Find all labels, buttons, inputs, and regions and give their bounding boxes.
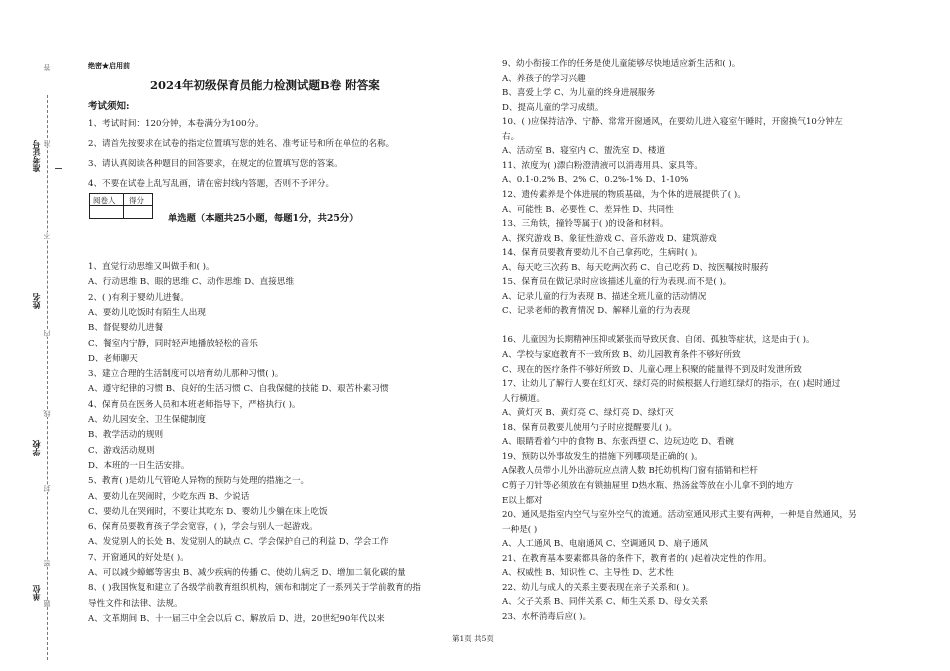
seal-mark: 不: [43, 232, 51, 239]
question-line: C剪子刀针等必须放在有锁抽屉里 D热水瓶、热汤盆等放在小儿拿不到的地方: [502, 480, 794, 491]
question-line: A、养孩子的学习兴趣: [502, 73, 586, 84]
question-line: 1、直觉行动思维又叫做手和( )。: [88, 262, 215, 272]
question-line: D、老师聊天: [88, 353, 138, 364]
question-line: 12、遗传素养是个体进展的物质基础，为个体的进展提供了( )。: [502, 189, 746, 200]
question-line: B、喜爱上学 C、为儿童的终身进展服务: [502, 88, 656, 99]
question-line: A、探究游戏 B、象征性游戏 C、音乐游戏 D、建筑游戏: [502, 233, 717, 244]
question-line: 8、( )我国恢复和建立了各级学前教育组织机构，颁布和制定了一系列关于学前教育的指: [88, 583, 421, 594]
question-line: 13、三角铁，撞铃等属于( )的设备和材料。: [502, 219, 669, 230]
question-line: 9、幼小衔接工作的任务是使儿童能够尽快地适应新生活和( )。: [502, 59, 741, 69]
question-line: C、记录老师的教育情况 D、解释儿童的行为表现: [502, 306, 691, 317]
question-line: A、可以减少蟑螂等害虫 B、减少疾病的传播 C、使幼儿病乏 D、增加二氧化碳的量: [88, 568, 406, 578]
question-line: C、餐室内宁静，同时轻声地播放轻松的音乐: [88, 338, 258, 349]
question-line: A、文革期间 B、十一届三中全会以后 C、解放后 D、进，20世纪90年代以来: [88, 613, 385, 624]
question-line: A、活动室 B、寝室内 C、盥洗室 D、楼道: [502, 146, 666, 157]
question-line: A、发觉别人的长处 B、发觉别人的缺点 C、学会保护自己的利益 D、学会工作: [88, 537, 389, 548]
question-line: 21、在教育基本要素都具备的条件下，教育者的( )起着决定性的作用。: [502, 553, 772, 564]
question-line: D、本班的一日生活安排。: [88, 460, 190, 471]
question-line: A、学校与家庭教育不一致所致 B、幼儿园教育条件不够好所致: [502, 350, 741, 360]
side-label: 姓名: [31, 293, 41, 309]
question-line: A、权威性 B、知识性 C、主导性 D、艺术性: [502, 568, 674, 579]
question-line: 4、保育员在医务人员和本班老师指导下，严格执行( )。: [88, 399, 301, 410]
score-box: [89, 193, 153, 219]
question-line: 5、教育( )是幼儿气管呛人异物的预防与处理的措施之一。: [88, 476, 310, 487]
question-line: C、游戏活动规则: [88, 445, 155, 456]
question-line: 3、建立合理的生活制度可以培育幼儿那种习惯( )。: [88, 369, 284, 380]
question-line: A、遵守纪律的习惯 B、良好的生活习惯 C、自我保健的技能 D、艰苦朴素习惯: [88, 384, 389, 395]
seal-mark: 内: [43, 330, 51, 337]
question-line: 22、幼儿与成人的关系主要表现在亲子关系和( )。: [502, 582, 695, 593]
question-line: A、要幼儿在哭闹时，少吃东西 B、少说话: [88, 491, 250, 502]
question-line: C、现在的医疗条件不够好所致 D、儿童心理上积聚的能量得不到及时发泄所致: [502, 364, 802, 375]
binding-strip: [20, 45, 60, 620]
question-line: 16、儿童因为长期精神压抑或紧张而导致厌食、自闭、孤独等症状，这是由于( )。: [502, 335, 815, 346]
question-line: 6、保育员要教育孩子学会宽容，( )，学会与别人一起游戏。: [88, 522, 318, 533]
question-line: A、人工通风 B、电扇通风 C、空调通风 D、扇子通风: [502, 539, 709, 550]
question-line: 19、预防以外事故发生的措施下列哪项是正确的( )。: [502, 451, 703, 462]
question-line: A、黄灯灭 B、黄灯亮 C、绿灯亮 D、绿灯灭: [502, 408, 674, 419]
question-line: A、幼儿园安全、卫生保健制度: [88, 415, 206, 425]
notice-item: 2、请首先按要求在试卷的指定位置填写您的姓名、准考证号和所在单位的名称。: [88, 139, 395, 149]
seal-mark: 准: [43, 140, 51, 147]
question-line: 18、保育员教要儿使用勺子时应提醒要儿( )。: [502, 422, 678, 433]
question-line: E以上都对: [502, 495, 543, 506]
question-line: A、要幼儿吃饭时有陌生人出现: [88, 307, 206, 318]
question-line: 10、( )应保持洁净、宁静、常常开窗通风，在要幼儿进入寝室午睡时，开窗换气10分钟左: [502, 117, 843, 128]
side-label: 单位: [31, 585, 41, 601]
field-underline: [55, 168, 62, 169]
notice-item: 4、不要在试卷上乱写乱画，请在密封线内答题，否则不予评分。: [88, 179, 335, 189]
notice-item: 3、请认真阅读各种题目的回答要求，在规定的位置填写您的答案。: [88, 159, 343, 169]
seal-line: [47, 95, 48, 660]
secret-label: 绝密★启用前: [88, 61, 130, 70]
question-line: 17、让幼儿了解行人要在红灯灭、绿灯亮的时候根据人行道红绿灯的指示，在( )起时通过: [502, 379, 841, 390]
question-line: 2、( )有利于婴幼儿进餐。: [88, 292, 189, 303]
question-line: A保教人员带小儿外出游玩应点清人数 B托幼机构门窗有插销和栏杆: [502, 466, 758, 477]
notice-title: 考试须知:: [88, 101, 130, 112]
question-line: B、教学活动的规则: [88, 430, 164, 441]
question-line: 15、保育员在做记录时应该描述儿童的行为表现.而不是( )。: [502, 277, 732, 288]
question-line: 一种是( ): [502, 524, 538, 535]
score-header-grader: 阅卷人: [93, 196, 116, 205]
question-line: 20、通风是指室内空气与室外空气的流通。活动室通风形式主要有两种，一种是自然通风，另: [502, 510, 857, 521]
question-line: 14、保育员要教育要幼儿不自己拿药吃，生病时( )。: [502, 248, 703, 259]
question-line: 导性文件和法律、法规。: [88, 598, 183, 609]
score-header-score: 得分: [129, 196, 144, 205]
question-line: C、要幼儿在哭闹时，不要让其吃东 D、婴幼儿少躺在床上吃饭: [88, 506, 328, 517]
section-title: 单选题（本题共25小题，每题1分，共25分）: [168, 213, 359, 224]
seal-mark: 密: [43, 560, 51, 567]
question-line: 7、开窗通风的好处是( )。: [88, 552, 189, 563]
question-line: A、记录儿童的行为表现 B、描述全班儿童的活动情况: [502, 291, 707, 302]
page-title: 2024年初级保育员能力检测试题B卷 附答案: [150, 78, 380, 92]
question-line: A、0.1-0.2% B、2% C、0.2%-1% D、1-10%: [502, 175, 689, 186]
question-line: 右。: [502, 131, 520, 142]
question-line: B、督促婴幼儿进餐: [88, 323, 164, 334]
seal-mark: 线: [43, 410, 51, 417]
seal-mark: 题: [43, 600, 51, 607]
seal-mark: 封: [43, 485, 51, 492]
question-line: 人行横道。: [502, 393, 545, 404]
question-line: A、父子关系 B、同伴关系 C、师生关系 D、母女关系: [502, 597, 709, 608]
question-line: D、提高儿童的学习成绩。: [502, 102, 604, 113]
side-label: 学校: [31, 440, 41, 456]
question-line: A、可能性 B、必要性 C、差异性 D、共同性: [502, 204, 674, 215]
question-line: A、眼睛看着勺中的食物 B、东张西望 C、边玩边吃 D、看碗: [502, 437, 734, 448]
question-line: 11、浓度为( )漂白粉澄清液可以消毒用具、家具等。: [502, 160, 703, 171]
notice-item: 1、考试时间：120分钟，本卷满分为100分。: [88, 119, 264, 129]
question-line: A、行动思维 B、眼的思维 C、动作思维 D、直接思维: [88, 277, 295, 288]
question-line: 23、水杯消毒后应( )。: [502, 611, 592, 622]
question-line: A、每天吃三次药 B、每天吃两次药 C、自己吃药 D、按医嘱按时服药: [502, 262, 769, 273]
seal-mark: 答: [43, 64, 51, 71]
side-label: 准考证号: [31, 140, 41, 172]
page-footer: 第1页 共5页: [452, 634, 494, 643]
